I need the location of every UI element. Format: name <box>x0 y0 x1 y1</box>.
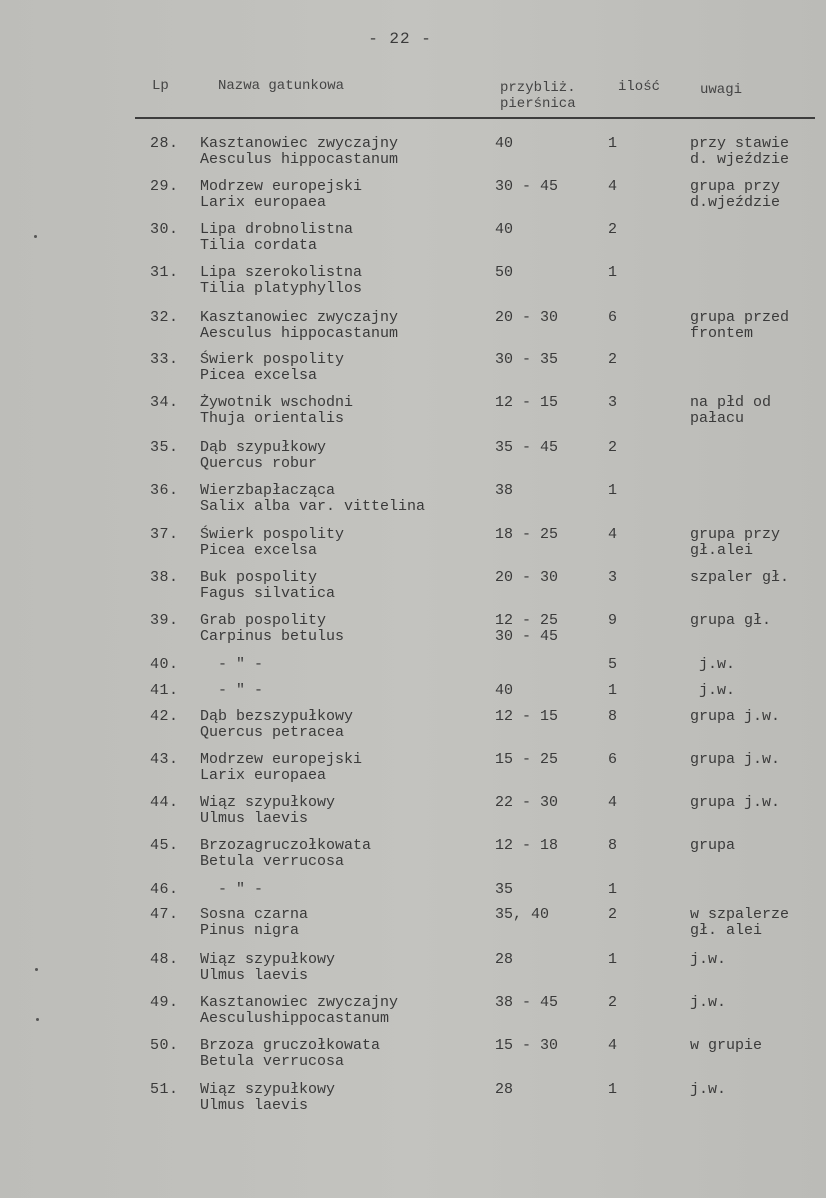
latin-name: Pinus nigra <box>200 922 300 939</box>
latin-name: Picea excelsa <box>200 542 318 559</box>
row-number: 31. <box>150 264 179 281</box>
trunk-diameter <box>495 995 605 1011</box>
row-number: 42. <box>150 708 179 725</box>
common-name: Brzozagruczołkowata <box>200 837 372 854</box>
diameter-value: 38 - 45 <box>495 994 559 1011</box>
species-name <box>200 709 490 741</box>
remark-line: j.w. <box>690 656 736 673</box>
species-name <box>200 795 490 827</box>
diameter-value: 40 <box>495 682 514 699</box>
trunk-diameter <box>495 483 605 499</box>
table-row <box>0 838 826 882</box>
trunk-diameter <box>495 222 605 238</box>
diameter-value: 28 <box>495 951 514 968</box>
remark-line: j.w. <box>690 682 736 699</box>
tree-count: 1 <box>608 682 618 699</box>
header-rule <box>135 117 815 119</box>
row-number: 34. <box>150 394 179 411</box>
table-row <box>0 222 826 266</box>
tree-count: 2 <box>608 439 618 456</box>
table-row <box>0 952 826 996</box>
remarks <box>690 1082 820 1098</box>
trunk-diameter <box>495 395 605 411</box>
remark-line: j.w. <box>690 1081 727 1098</box>
trunk-diameter <box>495 952 605 968</box>
table-row <box>0 527 826 571</box>
trunk-diameter <box>495 683 605 699</box>
species-name <box>200 613 490 645</box>
diameter-value: 35 <box>495 881 514 898</box>
remarks <box>690 907 820 939</box>
table-row <box>0 352 826 396</box>
row-number: 46. <box>150 881 179 898</box>
diameter-value: 35, 40 <box>495 906 550 923</box>
species-name <box>200 483 490 515</box>
diameter-value: 28 <box>495 1081 514 1098</box>
species-name <box>200 222 490 254</box>
latin-name: Betula verrucosa <box>200 1053 345 1070</box>
common-name: Świerk pospolity <box>200 351 345 368</box>
diameter-value: 15 - 30 <box>495 1037 559 1054</box>
table-row <box>0 310 826 354</box>
diameter-value: 18 - 25 <box>495 526 559 543</box>
remark-line: szpaler gł. <box>690 569 790 586</box>
diameter-value: 30 - 35 <box>495 351 559 368</box>
tree-count: 8 <box>608 708 618 725</box>
remark-line: grupa j.w. <box>690 708 781 725</box>
latin-name: Larix europaea <box>200 767 327 784</box>
diameter-value: 40 <box>495 135 514 152</box>
tree-count: 1 <box>608 135 618 152</box>
trunk-diameter <box>495 136 605 152</box>
species-name <box>200 570 490 602</box>
row-number: 45. <box>150 837 179 854</box>
latin-name: Picea excelsa <box>200 367 318 384</box>
table-row <box>0 709 826 753</box>
trunk-diameter <box>495 882 605 898</box>
tree-count: 1 <box>608 1081 618 1098</box>
tree-count: 9 <box>608 612 618 629</box>
remark-line: j.w. <box>690 951 727 968</box>
remark-line: frontem <box>690 325 754 342</box>
table-row <box>0 483 826 527</box>
remarks <box>690 527 820 559</box>
remarks <box>690 570 820 586</box>
table-row <box>0 440 826 484</box>
remarks <box>690 952 820 968</box>
common-name: Lipa szerokolistna <box>200 264 363 281</box>
latin-name: Quercus robur <box>200 455 318 472</box>
row-number: 30. <box>150 221 179 238</box>
header-notes: uwagi <box>700 82 743 98</box>
row-number: 49. <box>150 994 179 1011</box>
remark-line: gł.alei <box>690 542 754 559</box>
diameter-value: 50 <box>495 264 514 281</box>
row-number: 40. <box>150 656 179 673</box>
page-speck <box>35 968 38 971</box>
row-number: 37. <box>150 526 179 543</box>
remark-line: grupa gł. <box>690 612 772 629</box>
tree-count: 2 <box>608 906 618 923</box>
remark-line: pałacu <box>690 410 745 427</box>
diameter-value: 22 - 30 <box>495 794 559 811</box>
tree-count: 6 <box>608 309 618 326</box>
remark-line: na płd od <box>690 394 772 411</box>
latin-name: Carpinus betulus <box>200 628 345 645</box>
tree-count: 1 <box>608 881 618 898</box>
header-qty: ilość <box>618 79 661 95</box>
latin-name: Betula verrucosa <box>200 853 345 870</box>
common-name: Dąb bezszypułkowy <box>200 708 354 725</box>
diameter-value: 40 <box>495 221 514 238</box>
row-number: 47. <box>150 906 179 923</box>
species-name <box>200 179 490 211</box>
tree-count: 1 <box>608 482 618 499</box>
diameter-value-second: 30 - 45 <box>495 628 559 645</box>
tree-count: 1 <box>608 264 618 281</box>
row-number: 28. <box>150 135 179 152</box>
latin-name: Larix europaea <box>200 194 327 211</box>
common-name: Wiąz szypułkowy <box>200 951 336 968</box>
trunk-diameter <box>495 1082 605 1098</box>
common-name: Wiąz szypułkowy <box>200 794 336 811</box>
table-row <box>0 752 826 796</box>
species-name <box>200 752 490 784</box>
common-name: - " - <box>200 682 264 699</box>
tree-count: 2 <box>608 221 618 238</box>
species-name <box>200 882 490 898</box>
latin-name: Thuja orientalis <box>200 410 345 427</box>
header-name: Nazwa gatunkowa <box>218 78 345 94</box>
trunk-diameter <box>495 907 605 923</box>
page-speck <box>36 1018 39 1021</box>
trunk-diameter <box>495 838 605 854</box>
remark-line: w grupie <box>690 1037 763 1054</box>
tree-count: 3 <box>608 394 618 411</box>
species-name <box>200 838 490 870</box>
header-size-line2: pierśnica <box>500 96 576 112</box>
latin-name: Ulmus laevis <box>200 810 309 827</box>
remark-line: grupa przed <box>690 309 790 326</box>
row-number: 44. <box>150 794 179 811</box>
remark-line: j.w. <box>690 994 727 1011</box>
diameter-value: 15 - 25 <box>495 751 559 768</box>
common-name: Sosna czarna <box>200 906 309 923</box>
species-name <box>200 440 490 472</box>
table-row <box>0 995 826 1039</box>
trunk-diameter <box>495 795 605 811</box>
row-number: 32. <box>150 309 179 326</box>
remark-line: grupa przy <box>690 526 781 543</box>
diameter-value: 12 - 15 <box>495 708 559 725</box>
remark-line: przy stawie <box>690 135 790 152</box>
diameter-value: 20 - 30 <box>495 569 559 586</box>
species-name <box>200 310 490 342</box>
species-name <box>200 995 490 1027</box>
diameter-value: 35 - 45 <box>495 439 559 456</box>
table-row <box>0 179 826 223</box>
tree-count: 1 <box>608 951 618 968</box>
remarks <box>690 752 820 768</box>
diameter-value: 12 - 15 <box>495 394 559 411</box>
trunk-diameter <box>495 613 605 645</box>
latin-name: Tilia cordata <box>200 237 318 254</box>
remark-line: w szpalerze <box>690 906 790 923</box>
row-number: 36. <box>150 482 179 499</box>
remark-line: gł. alei <box>690 922 763 939</box>
remark-line: grupa przy <box>690 178 781 195</box>
trunk-diameter <box>495 570 605 586</box>
trunk-diameter <box>495 265 605 281</box>
common-name: Kasztanowiec zwyczajny <box>200 309 399 326</box>
table-row <box>0 136 826 180</box>
common-name: Wierzbapłacząca <box>200 482 336 499</box>
species-name <box>200 683 490 699</box>
tree-count: 5 <box>608 656 618 673</box>
remark-line: grupa j.w. <box>690 794 781 811</box>
row-number: 50. <box>150 1037 179 1054</box>
trunk-diameter <box>495 440 605 456</box>
species-name <box>200 952 490 984</box>
latin-name: Quercus petracea <box>200 724 345 741</box>
table-row <box>0 795 826 839</box>
tree-count: 2 <box>608 994 618 1011</box>
diameter-value: 12 - 25 <box>495 612 559 629</box>
tree-count: 4 <box>608 178 618 195</box>
common-name: Kasztanowiec zwyczajny <box>200 994 399 1011</box>
latin-name: Tilia platyphyllos <box>200 280 363 297</box>
remarks <box>690 683 820 699</box>
row-number: 33. <box>150 351 179 368</box>
table-row <box>0 1038 826 1082</box>
latin-name: Aesculushippocastanum <box>200 1010 390 1027</box>
trunk-diameter <box>495 1038 605 1054</box>
table-row <box>0 1082 826 1126</box>
page-number: - 22 - <box>368 30 432 48</box>
common-name: - " - <box>200 881 264 898</box>
common-name: Dąb szypułkowy <box>200 439 327 456</box>
remark-line: d. wjeździe <box>690 151 790 168</box>
common-name: - " - <box>200 656 264 673</box>
row-number: 48. <box>150 951 179 968</box>
table-row <box>0 613 826 657</box>
tree-count: 4 <box>608 794 618 811</box>
common-name: Wiąz szypułkowy <box>200 1081 336 1098</box>
latin-name: Salix alba var. vittelina <box>200 498 426 515</box>
remarks <box>690 1038 820 1054</box>
remarks <box>690 995 820 1011</box>
common-name: Modrzew europejski <box>200 178 363 195</box>
row-number: 29. <box>150 178 179 195</box>
common-name: Brzoza gruczołkowata <box>200 1037 381 1054</box>
latin-name: Aesculus hippocastanum <box>200 325 399 342</box>
species-name <box>200 136 490 168</box>
common-name: Grab pospolity <box>200 612 327 629</box>
common-name: Świerk pospolity <box>200 526 345 543</box>
table-row <box>0 907 826 951</box>
trunk-diameter <box>495 709 605 725</box>
latin-name: Ulmus laevis <box>200 1097 309 1114</box>
common-name: Buk pospolity <box>200 569 318 586</box>
remarks <box>690 613 820 629</box>
trunk-diameter <box>495 352 605 368</box>
row-number: 38. <box>150 569 179 586</box>
row-number: 51. <box>150 1081 179 1098</box>
header-lp: Lp <box>152 78 169 94</box>
row-number: 39. <box>150 612 179 629</box>
remarks <box>690 657 820 673</box>
common-name: Modrzew europejski <box>200 751 363 768</box>
remarks <box>690 795 820 811</box>
latin-name: Ulmus laevis <box>200 967 309 984</box>
remarks <box>690 395 820 427</box>
table-row <box>0 570 826 614</box>
species-name <box>200 657 490 673</box>
species-name <box>200 352 490 384</box>
table-row <box>0 265 826 309</box>
remarks <box>690 709 820 725</box>
tree-count: 4 <box>608 526 618 543</box>
trunk-diameter <box>495 179 605 195</box>
table-row <box>0 395 826 439</box>
species-name <box>200 907 490 939</box>
diameter-value: 20 - 30 <box>495 309 559 326</box>
trunk-diameter <box>495 310 605 326</box>
common-name: Lipa drobnolistna <box>200 221 354 238</box>
species-name <box>200 265 490 297</box>
remarks <box>690 136 820 168</box>
remarks <box>690 179 820 211</box>
header-size-line1: przybliż. <box>500 80 576 96</box>
remark-line: grupa <box>690 837 736 854</box>
diameter-value: 30 - 45 <box>495 178 559 195</box>
diameter-value: 12 - 18 <box>495 837 559 854</box>
tree-count: 6 <box>608 751 618 768</box>
trunk-diameter <box>495 527 605 543</box>
species-name <box>200 1038 490 1070</box>
species-name <box>200 527 490 559</box>
tree-count: 2 <box>608 351 618 368</box>
tree-count: 4 <box>608 1037 618 1054</box>
species-name <box>200 395 490 427</box>
page-speck <box>34 235 37 238</box>
diameter-value: 38 <box>495 482 514 499</box>
latin-name: Fagus silvatica <box>200 585 336 602</box>
row-number: 41. <box>150 682 179 699</box>
remark-line: grupa j.w. <box>690 751 781 768</box>
row-number: 43. <box>150 751 179 768</box>
species-name <box>200 1082 490 1114</box>
tree-count: 8 <box>608 837 618 854</box>
remarks <box>690 310 820 342</box>
common-name: Kasztanowiec zwyczajny <box>200 135 399 152</box>
latin-name: Aesculus hippocastanum <box>200 151 399 168</box>
remark-line: d.wjeździe <box>690 194 781 211</box>
remarks <box>690 838 820 854</box>
trunk-diameter <box>495 752 605 768</box>
tree-count: 3 <box>608 569 618 586</box>
common-name: Żywotnik wschodni <box>200 394 354 411</box>
row-number: 35. <box>150 439 179 456</box>
